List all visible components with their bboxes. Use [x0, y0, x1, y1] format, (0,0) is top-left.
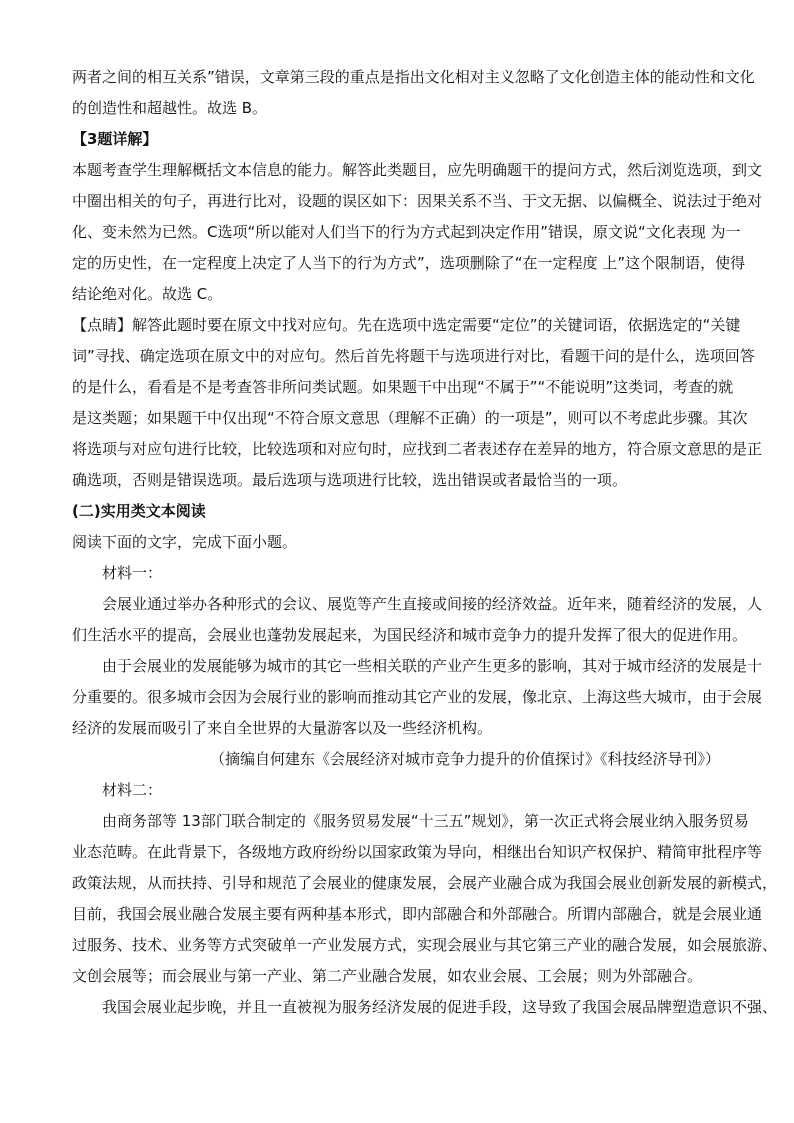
section-heading: 【3题详解】: [72, 130, 158, 148]
section-heading: (二)实用类文本阅读: [72, 502, 206, 520]
text-line: 分重要的。很多城市会因为会展行业的影响而推动其它产业的发展，像北京、上海这些大城市，由于会展: [72, 688, 763, 706]
text-line: 是这类题；如果题干中仅出现“不符合原文意思（理解不正确）的一项是”，则可以不考虑此步骤。其次: [72, 409, 748, 427]
text-line: 两者之间的相互关系”错误，文章第三段的重点是指出文化相对主义忽略了文化创造主体的能动性和文化: [72, 68, 755, 86]
text-line: 过服务、技术、业务等方式突破单一产业发展方式，实现会展业与其它第三产业的融合发展，如会展旅游、: [72, 936, 778, 954]
text-line: 文创会展等；而会展业与第一产业、第二产业融合发展，如农业会展、工会展；则为外部融合。: [72, 967, 703, 985]
text-line: 化、变未然为已然。C选项“所以能对人们当下的行为方式起到决定作用”错误，原文说“文化表现 为一: [72, 223, 741, 241]
text-line: 目前，我国会展业融合发展主要有两种基本形式，即内部融合和外部融合。所谓内部融合，就是会展业通: [72, 905, 763, 923]
text-line: 材料一：: [72, 564, 163, 582]
text-line: 的创造性和超越性。故选 B。: [72, 99, 268, 117]
text-line: 阅读下面的文字，完成下面小题。: [72, 533, 298, 551]
text-line: 的是什么，看看是不是考查答非所问类试题。如果题干中出现“不属于”“不能说明”这类词，考查的就: [72, 378, 734, 396]
source-citation: （摘编自何建东《会展经济对城市竞争力提升的价值探讨》《科技经济导刊》）: [209, 750, 720, 768]
text-line: 政策法规，从而扶持、引导和规范了会展业的健康发展，会展产业融合成为我国会展业创新发展的新模式，: [72, 874, 778, 892]
text-line: 我国会展业起步晚，并且一直被视为服务经济发展的促进手段，这导致了我国会展品牌塑造意识不强、: [72, 998, 778, 1016]
text-line: 本题考查学生理解概括文本信息的能力。解答此类题目，应先明确题干的提问方式，然后浏览选项，到文: [72, 161, 763, 179]
text-line: 中圈出相关的句子，再进行比对，设题的误区如下：因果关系不当、于文无据、以偏概全、说法过于绝对: [72, 192, 763, 210]
text-line: 【点睛】解答此题时要在原文中找对应句。先在选项中选定需要“定位”的关键词语，依据选定的“关键: [72, 316, 741, 334]
text-line: 定的历史性，在一定程度上决定了人当下的行为方式”，选项删除了“在一定程度 上”这个限制语，使得: [72, 254, 746, 272]
text-line: 由商务部等 13部门联合制定的《服务贸易发展“十三五”规划》，第一次正式将会展业纳入服务贸易: [72, 812, 749, 830]
text-line: 由于会展业的发展能够为城市的其它一些相关联的产业产生更多的影响，其对于城市经济的发展是十: [72, 657, 763, 675]
text-line: 确选项，否则是错误选项。最后选项与选项进行比较，选出错误或者最恰当的一项。: [72, 471, 628, 489]
text-line: 经济的发展而吸引了来自全世界的大量游客以及一些经济机构。: [72, 719, 493, 737]
text-line: 将选项与对应句进行比较，比较选项和对应句时，应找到二者表述存在差异的地方，符合原文意思的是正: [72, 440, 763, 458]
text-line: 结论绝对化。故选 C。: [72, 285, 223, 303]
text-line: 会展业通过举办各种形式的会议、展览等产生直接或间接的经济效益。近年来，随着经济的发展，人: [72, 595, 763, 613]
text-line: 材料二：: [72, 781, 163, 799]
text-line: 词”寻找、确定选项在原文中的对应句。然后首先将题干与选项进行对比，看题干问的是什么，选项回答: [72, 347, 755, 365]
text-line: 业态范畴。在此背景下，各级地方政府纷纷以国家政策为导向，相继出台知识产权保护、精简审批程序等: [72, 843, 763, 861]
text-line: 们生活水平的提高，会展业也蓬勃发展起来，为国民经济和城市竞争力的提升发挥了很大的促进作用。: [72, 626, 748, 644]
